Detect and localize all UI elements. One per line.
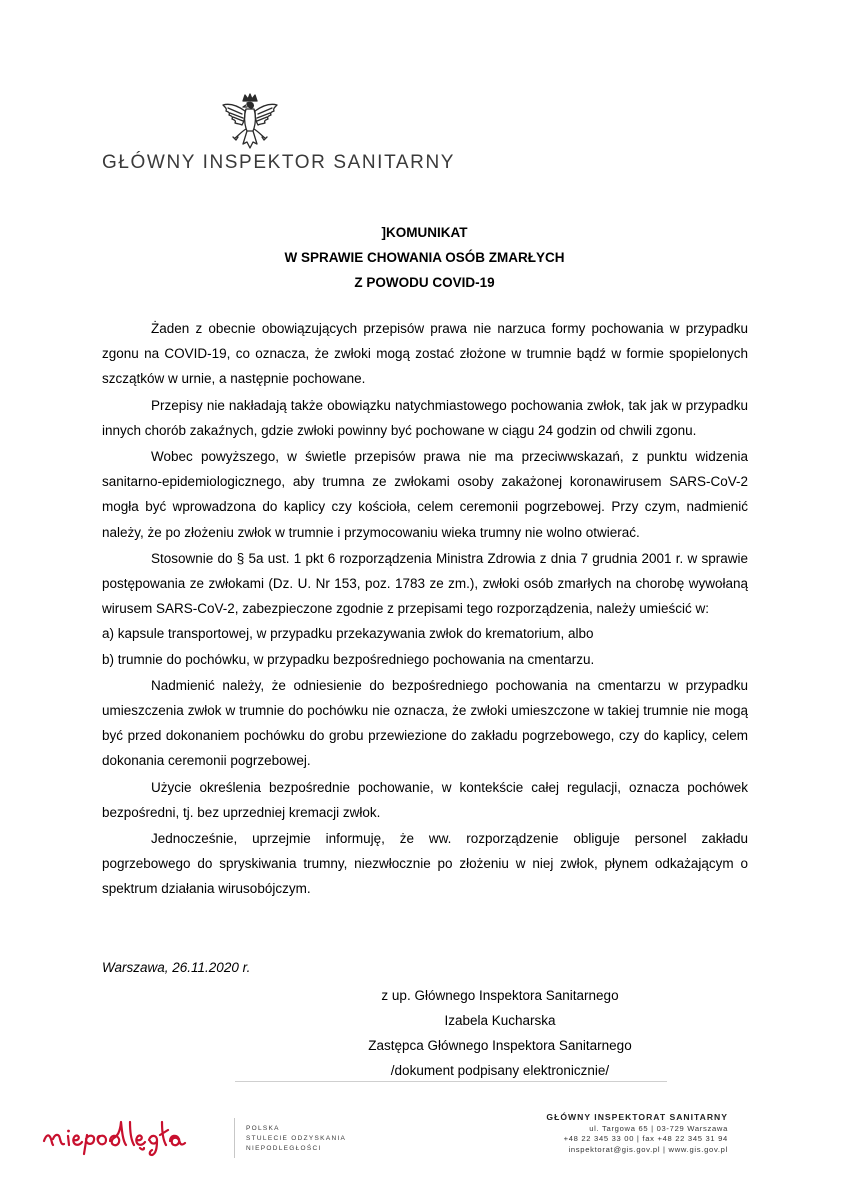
footer-contact-block bbox=[546, 1112, 728, 1155]
signature-authorization: z up. Głównego Inspektora Sanitarnego bbox=[381, 988, 619, 1003]
niepodlegla-logo bbox=[40, 1108, 225, 1160]
centenary-label bbox=[246, 1124, 346, 1154]
inspectorate-name: GŁÓWNY INSPEKTORAT SANITARNY bbox=[546, 1112, 728, 1122]
signatory-title: Zastępca Głównego Inspektora Sanitarnego bbox=[368, 1038, 632, 1053]
inspectorate-email-web: inspektorat@gis.gov.pl | www.gis.gov.pl bbox=[568, 1144, 728, 1154]
electronic-signature-note: /dokument podpisany elektronicznie/ bbox=[390, 1063, 610, 1078]
inspectorate-phone-fax: +48 22 345 33 00 | fax +48 22 345 31 94 bbox=[563, 1134, 728, 1144]
signature-divider bbox=[235, 1081, 667, 1082]
body-paragraph-2: Przepisy nie nakładają także obowiązku natychmiastowego pochowania zwłok, tak jak w przypadku innych chorób zakaźnych, gdzie zwłoki powinny być pochowane w ciągu 24 godzin od chwili zgonu. bbox=[102, 397, 748, 438]
document-title-line-1: ]KOMUNIKAT bbox=[381, 225, 468, 240]
body-paragraph-7: Jednocześnie, uprzejmie informuję, że ww. rozporządzenie obliguje personel zakładu pogrzebowego do spryskiwania trumny, niezwłocznie po złożeniu w niej zwłok, płynem odkażającym o spektrum działania wirusobójczym. bbox=[102, 831, 748, 897]
anniversary-line-1: POLSKA bbox=[246, 1125, 280, 1132]
body-paragraph-5: Nadmienić należy, że odniesienie do bezpośredniego pochowania na cmentarzu w przypadku umieszczenia zwłok w trumnie do pochówku nie oznacza, że zwłoki umieszczone w takiej trumnie nie mogą być przed dokonaniem pochówku do grobu przewiezione do zakładu pogrzebowego, czy do kaplicy, celem dokonania ceremonii pogrzebowej. bbox=[102, 677, 748, 769]
signatory-name: Izabela Kucharska bbox=[444, 1013, 556, 1028]
anniversary-line-3: NIEPODLEGŁOŚCI bbox=[246, 1145, 322, 1152]
footer-divider bbox=[234, 1118, 235, 1158]
document-title-line-2: W SPRAWIE CHOWANIA OSÓB ZMARŁYCH bbox=[284, 250, 565, 265]
body-paragraph-4: Stosownie do § 5a ust. 1 pkt 6 rozporządzenia Ministra Zdrowia z dnia 7 grudnia 2001 r. w sprawie postępowania ze zwłokami (Dz. U. Nr 153, poz. 1783 ze zm.), zwłoki osób zmarłych na chorobę wywołaną wirusem SARS-CoV-2, zabezpieczone zgodnie z przepisami tego rozporządzenia, należy umieścić w: bbox=[102, 550, 748, 617]
institution-name: GŁÓWNY INSPEKTOR SANITARNY bbox=[102, 152, 456, 173]
body-paragraph-1: Żaden z obecnie obowiązujących przepisów prawa nie narzuca formy pochowania w przypadku zgonu na COVID-19, co oznacza, że zwłoki mogą zostać złożone w trumnie bądź w formie spopielonych szczątków w urnie, a następnie pochowane. bbox=[102, 321, 748, 387]
anniversary-line-2: STULECIE ODZYSKANIA bbox=[246, 1135, 347, 1142]
list-item-b: b) trumnie do pochówku, w przypadku bezpośredniego pochowania na cmentarzu. bbox=[102, 651, 595, 667]
document-body bbox=[102, 316, 748, 902]
place-and-date: Warszawa, 26.11.2020 r. bbox=[102, 960, 251, 975]
inspectorate-address: ul. Targowa 65 | 03-729 Warszawa bbox=[589, 1123, 728, 1133]
document-title-line-3: Z POWODU COVID-19 bbox=[354, 275, 495, 290]
polish-eagle-emblem-icon bbox=[220, 92, 280, 158]
body-paragraph-3: Wobec powyższego, w świetle przepisów prawa nie ma przeciwwskazań, z punktu widzenia sanitarno-epidemiologicznego, aby trumna ze zwłokami osoby zakażonej koronawirusem SARS-CoV-2 mogła być wprowadzona do kaplicy czy kościoła, celem ceremonii pogrzebowej. Przy czym, nadmienić należy, że po złożeniu zwłok w trumnie i przymocowaniu wieka trumny nie wolno otwierać. bbox=[102, 449, 748, 540]
body-paragraph-6: Użycie określenia bezpośrednie pochowanie, w kontekście całej regulacji, oznacza pochówek bezpośredni, tj. bez uprzedniej kremacji zwłok. bbox=[102, 779, 748, 820]
list-item-a: a) kapsule transportowej, w przypadku przekazywania zwłok do krematorium, albo bbox=[102, 626, 594, 642]
